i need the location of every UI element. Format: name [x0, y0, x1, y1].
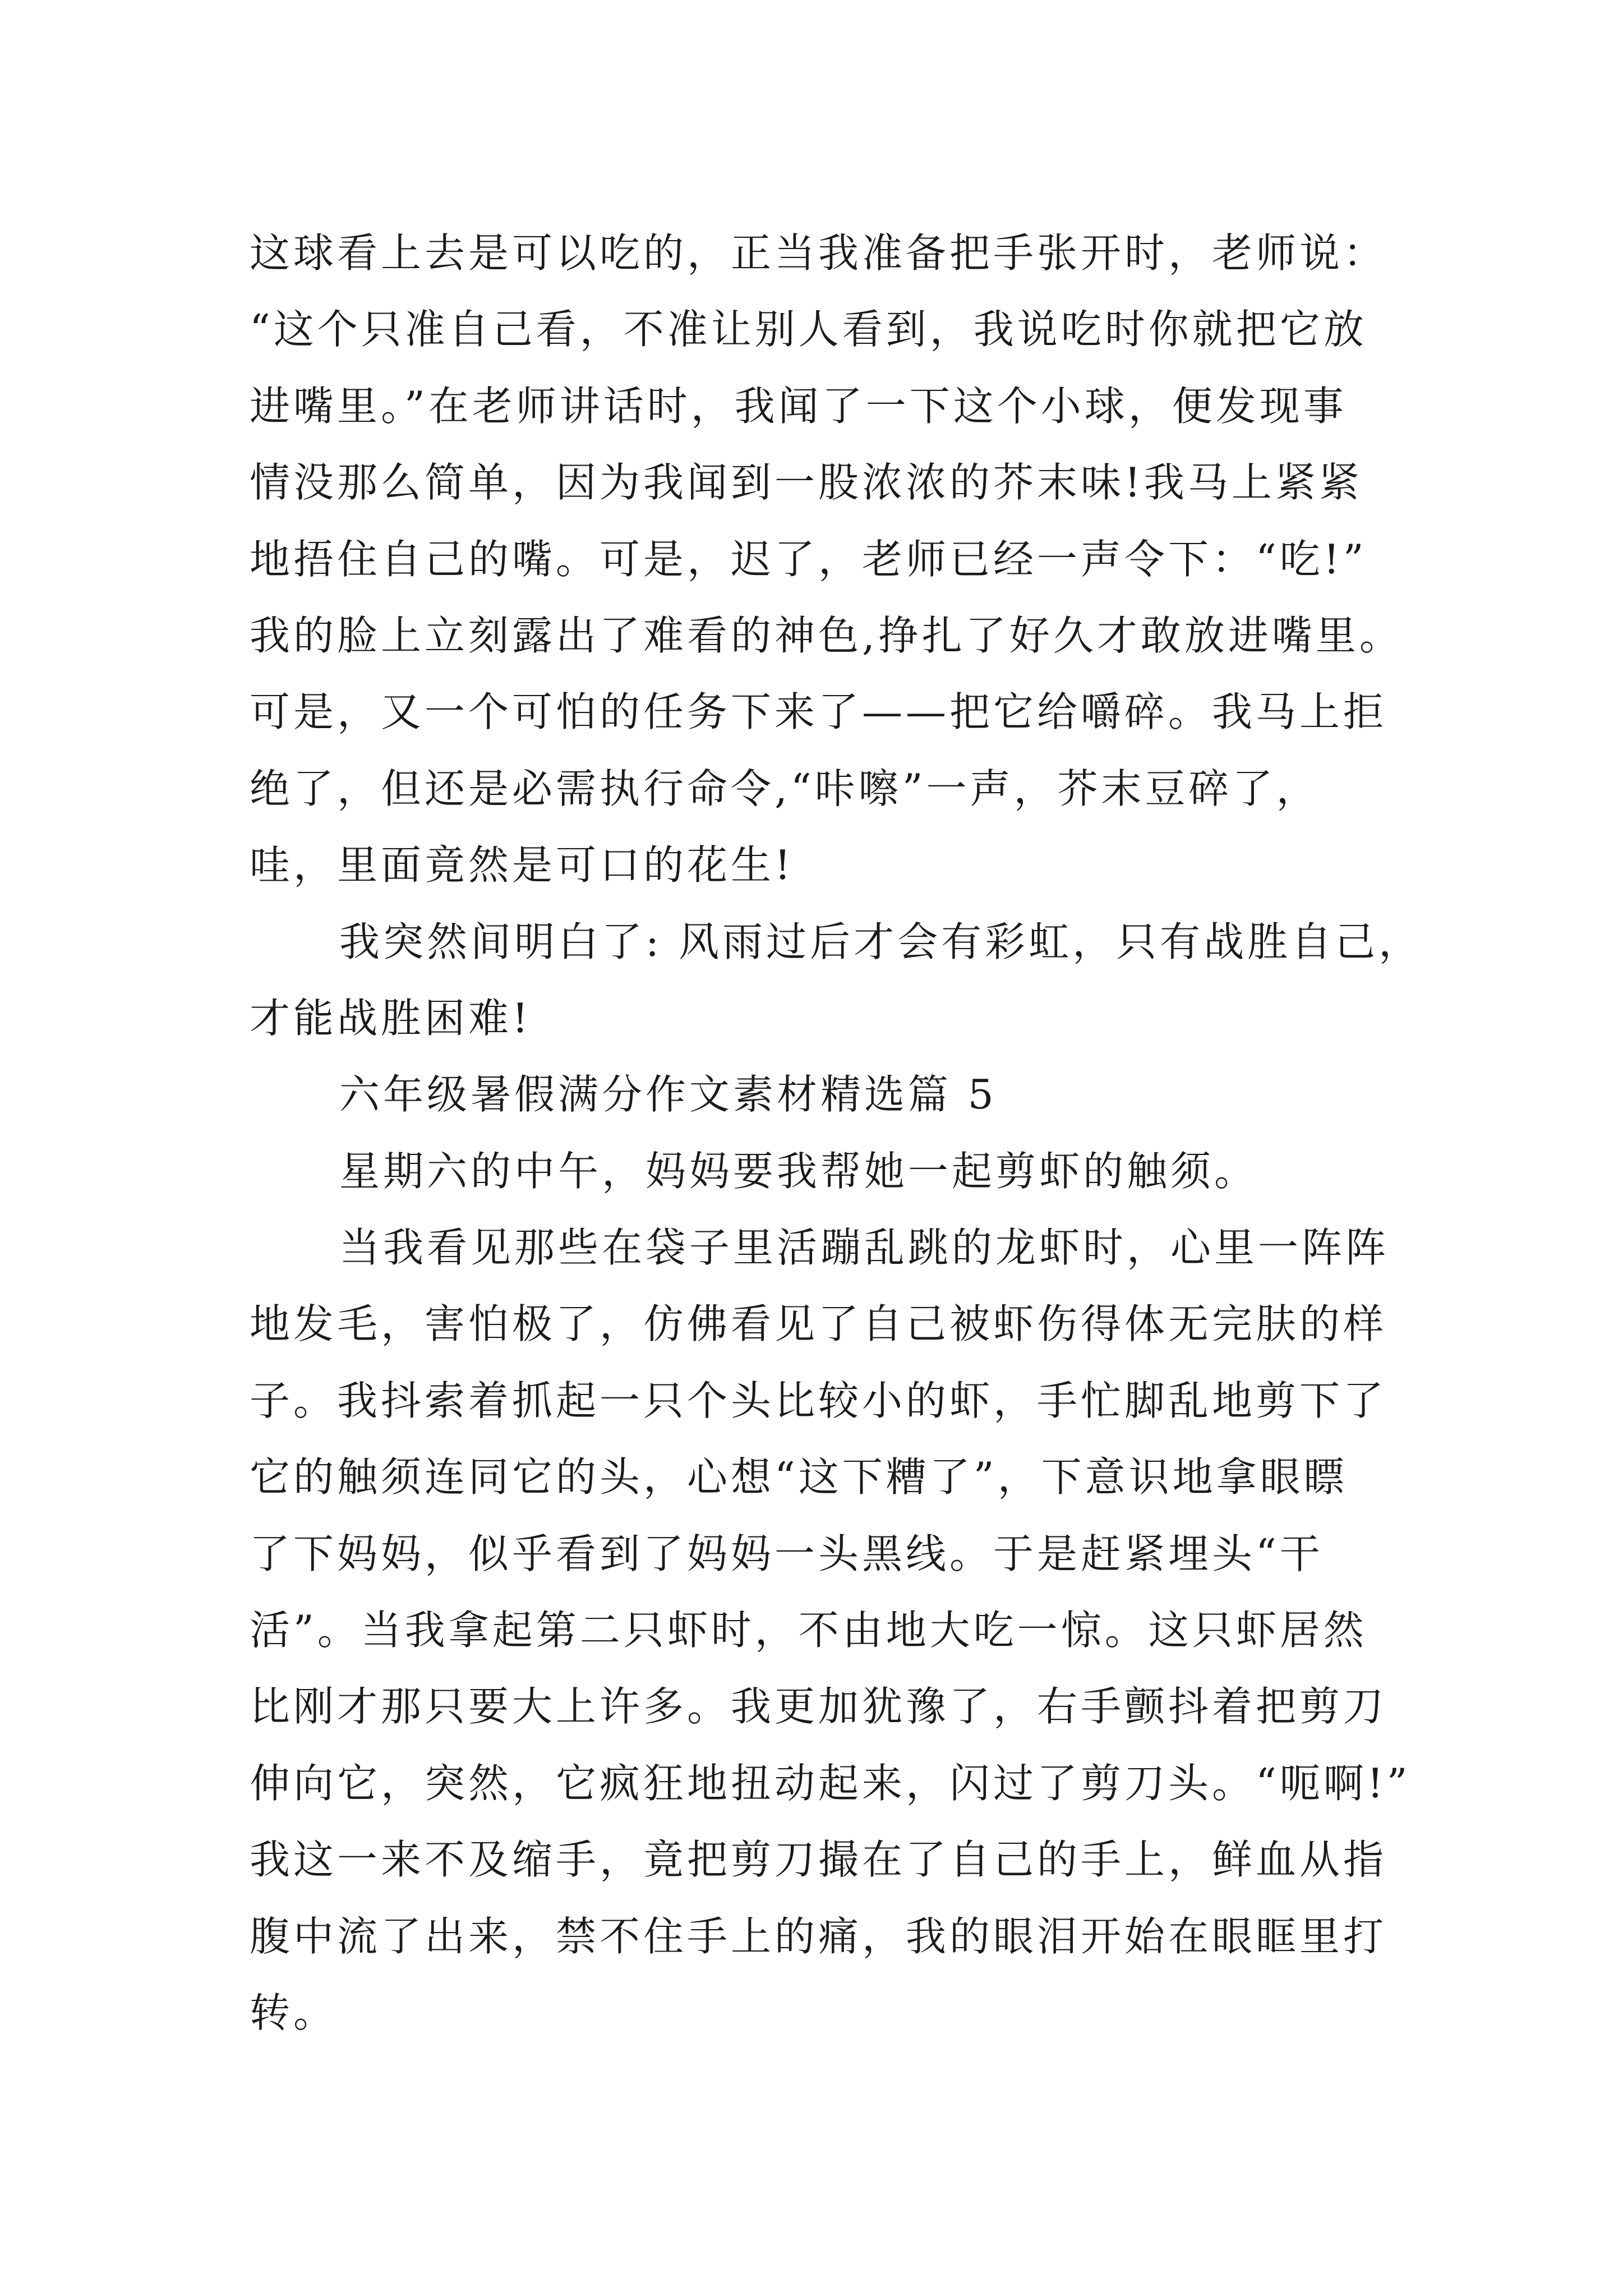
text-line: 情没那么简单，因为我闻到一股浓浓的芥末味!我马上紧紧 — [250, 459, 1363, 507]
text-line: 地发毛，害怕极了，仿佛看见了自己被虾伤得体无完肤的样 — [250, 1300, 1387, 1348]
text-line: 我的脸上立刻露出了难看的神色,挣扎了好久才敢放进嘴里。 — [250, 611, 1403, 659]
text-line: 我突然间明白了: 风雨过后才会有彩虹，只有战胜自己， — [339, 918, 1423, 965]
text-line: 它的触须连同它的头，心想“这下糟了”，下意识地拿眼瞟 — [250, 1453, 1348, 1501]
text-line: 星期六的中午，妈妈要我帮她一起剪虾的触须。 — [339, 1147, 1258, 1195]
text-line: 活”。当我拿起第二只虾时，不由地大吃一惊。这只虾居然 — [250, 1607, 1367, 1654]
text-line: 哇，里面竟然是可口的花生! — [250, 841, 794, 889]
text-line: 当我看见那些在袋子里活蹦乱跳的龙虾时，心里一阵阵 — [339, 1224, 1390, 1272]
text-line: 了下妈妈，似乎看到了妈妈一头黑线。于是赶紧埋头“干 — [250, 1530, 1324, 1577]
text-line: 我这一来不及缩手，竟把剪刀撮在了自己的手上，鲜血从指 — [250, 1836, 1387, 1884]
text-line: 才能战胜困难! — [250, 994, 532, 1042]
essay-body — [250, 215, 1427, 2051]
text-line: 子。我抖索着抓起一只个头比较小的虾，手忙脚乱地剪下了 — [250, 1377, 1387, 1424]
text-line: 进嘴里。”在老师讲话时，我闻了一下这个小球，便发现事 — [250, 382, 1347, 430]
text-line: 地捂住自己的嘴。可是，迟了，老师已经一声令下：“吃!” — [250, 535, 1367, 583]
text-line: 伸向它，突然，它疯狂地扭动起来，闪过了剪刀头。“呃啊!” — [250, 1759, 1411, 1807]
text-line: 可是，又一个可怕的任务下来了——把它给嚼碎。我马上拒 — [250, 688, 1387, 736]
text-line: 这球看上去是可以吃的，正当我准备把手张开时，老师说： — [250, 229, 1387, 277]
text-line: 六年级暑假满分作文素材精选篇 5 — [339, 1071, 997, 1119]
text-line: 绝了，但还是必需执行命令,“咔嚓”一声，芥末豆碎了， — [250, 765, 1320, 812]
text-line: 转。 — [250, 1989, 338, 2036]
text-line: “这个只准自己看，不准让别人看到，我说吃时你就把它放 — [250, 306, 1367, 353]
text-line: 比刚才那只要大上许多。我更加犹豫了，右手颤抖着把剪刀 — [250, 1683, 1387, 1731]
text-line: 腹中流了出来，禁不住手上的痛，我的眼泪开始在眼眶里打 — [250, 1912, 1387, 1960]
